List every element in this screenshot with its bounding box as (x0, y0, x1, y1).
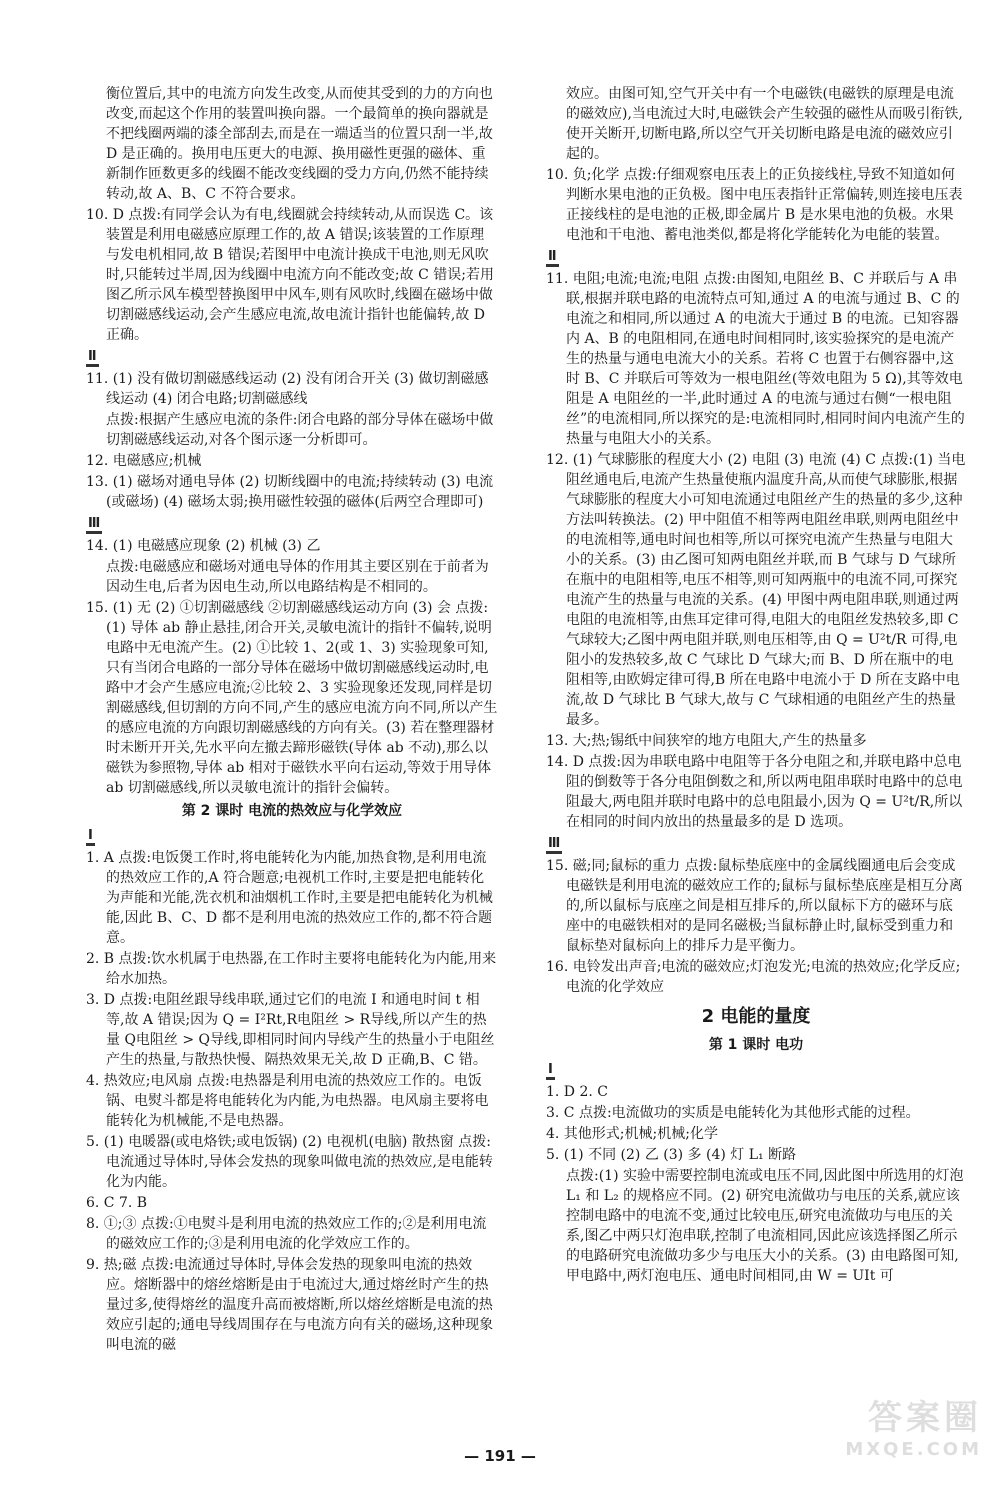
answer-item: 14. D 点拨:因为串联电路中电阻等于各分电阻之和,并联电路中总电阻的倒数等于各分电阻倒数之和,所以两电阻串联时电路中的总电阻最大,两电阻并联时电路中的总电阻最小,因为 Q = U²t/R,所以在相同的时间内放出的热量最多的是 D 选项。 (546, 754, 963, 830)
section-marker (86, 346, 498, 369)
watermark-main-text: 答案圈 (868, 1398, 982, 1438)
answer-item: 12. (1) 气球膨胀的程度大小 (2) 电阻 (3) 电流 (4) C 点拨:(1) 当电阻丝通电后,电流产生热量使瓶内温度升高,从而使气球膨胀,根据气球膨胀的程度大小可知电流通过电阻丝产生的热量的多少,这种方法叫转换法。(2) 甲中阻值不相等两电阻丝串联,则两电阻丝中的电流相等,通电时间也相等,所以可探究电流产生热量与电阻大小的关系。(3) 由乙图可知两电阻丝并联,而 B 气球与 D 气球所在瓶中的电阻相等,电压不相等,则可知两瓶中的电流不同,可探究电流产生的热量与电流的关系。(4) 甲图中两电阻串联,则通过两电阻的电流相等,由焦耳定律可得,电阻大的电阻丝发热较多,即 C 气球较大;乙图中两电阻并联,则电压相等,由 Q = U²t/R 可得,电阻小的发热较多,故 C 气球比 D 气球大;而 B、D 所在瓶中的电阻相等,由欧姆定律可得,B 所在电路中电流小于 D 所在支路中电流,故 D 气球比 B 气球大,故与 C 气球相通的电阻丝产生的热量最多。 (546, 452, 966, 728)
answer-item: 8. ①;③ 点拨:①电熨斗是利用电流的热效应工作的;②是利用电流的磁效应工作的;③是利用电流的化学效应工作的。 (86, 1216, 487, 1252)
answer-item: 10. 负;化学 点拨:仔细观察电压表上的正负接线柱,导致不知道如何判断水果电池的正负极。图中电压表指针正常偏转,则连接电压表正接线柱的是电池的正极,即金属片 B 是水果电池的负极。水果电池和干电池、蓄电池类似,都是将化学能转化为电能的装置。 (546, 167, 963, 243)
answer-hint: 点拨:根据产生感应电流的条件:闭合电路的部分导体在磁场中做切割磁感线运动,对各个图示逐一分析即可。 (106, 412, 494, 448)
level-mark-icon: Ⅰ (86, 829, 95, 846)
answer-item: 3. C 点拨:电流做功的实质是电能转化为其他形式能的过程。 (546, 1105, 920, 1121)
level-mark-icon: Ⅲ (86, 517, 102, 534)
left-column (86, 84, 498, 1356)
right-column (546, 84, 966, 1287)
chapter-title: 2 电能的量度 (701, 1006, 811, 1027)
section-title: 第 1 课时 电功 (708, 1037, 804, 1053)
answer-item: 5. (1) 电暖器(或电烙铁;或电饭锅) (2) 电视机(电脑) 散热窗 点拨:电流通过导体时,导体会发热的现象叫做电流的热效应,是电能转化为内能。 (86, 1134, 493, 1190)
section-marker (546, 246, 966, 269)
level-mark-icon: Ⅲ (546, 837, 562, 854)
answer-item: 13. 大;热;锡纸中间狭窄的地方电阻大,产生的热量多 (546, 733, 867, 749)
answer-item: 13. (1) 磁场对通电导体 (2) 切断线圈中的电流;持续转动 (3) 电流(或磁场) (4) 磁场太弱;换用磁性较强的磁体(后两空合理即可) (86, 474, 494, 510)
section-marker (86, 825, 498, 848)
answer-item: 9. 热;磁 点拨:电流通过导体时,导体会发热的现象叫电流的热效应。熔断器中的熔丝熔断是由于电流过大,通过熔丝时产生的热量过多,使得熔丝的温度升高而被熔断,所以熔丝熔断是电流的热效应引起的;通电导线周围存在与电流方向有关的磁场,这种现象叫电流的磁 (86, 1257, 494, 1353)
answer-item: 1. A 点拨:电饭煲工作时,将电能转化为内能,加热食物,是利用电流的热效应工作的,A 符合题意;电视机工作时,主要是把电能转化为声能和光能,洗衣机和油烟机工作时,主要是把电能转化为机械能,因此 B、C、D 都不是利用电流的热效应工作的,都不符合题意。 (86, 850, 493, 946)
answer-hint: 点拨:(1) 实验中需要控制电流或电压不同,因此图中所选用的灯泡 L₁ 和 L₂ 的规格应不同。(2) 研究电流做功与电压的关系,就应该控制电路中的电流不变,通过比较电压,研究电流做功与电压的关系,图乙中两只灯泡串联,控制了电流相同,因此应该选择图乙所示的电路研究电流做功多少与电压大小的关系。(3) 由电路图可知,甲电路中,两灯泡电压、通电时间相同,由 W = UIt 可 (566, 1168, 964, 1284)
answer-item: 10. D 点拨:有同学会认为有电,线圈就会持续转动,从而误选 C。该装置是利用电磁感应原理工作的,故 A 错误;该装置的工作原理与发电机相同,故 B 错误;若图甲中电流计换成干电池,则无风吹时,只能转过半周,因为线圈中电流方向不能改变;故 C 错误;若用图乙所示风车模型替换图甲中风车,则有风吹时,线圈在磁场中做切割磁感线运动,会产生感应电流,故电流计指针也能偏转,故 D 正确。 (86, 207, 494, 343)
answer-item: 6. C 7. B (86, 1195, 148, 1211)
watermark-logo (845, 1390, 982, 1460)
answer-item: 4. 其他形式;机械;机械;化学 (546, 1126, 718, 1142)
answer-continuation: 衡位置后,其中的电流方向发生改变,从而使其受到的力的方向也改变,而起这个作用的装置叫换向器。一个最简单的换向器就是不把线圈两端的漆全部刮去,而是在一端适当的位置只刮一半,故 D 是正确的。换用电压更大的电源、换用磁性更强的磁体、重新制作匝数更多的线圈不能改变线圈的受力方向,仍然不能持续转动,故 A、B、C 不符合要求。 (106, 86, 493, 202)
section-marker (546, 1059, 966, 1082)
answer-item: 1. D 2. C (546, 1084, 609, 1100)
level-mark-icon: Ⅰ (546, 1063, 555, 1080)
answer-item: 2. B 点拨:饮水机属于电热器,在工作时主要将电能转化为内能,用来给水加热。 (86, 951, 497, 987)
answer-continuation: 效应。由图可知,空气开关中有一个电磁铁(电磁铁的原理是电流的磁效应),当电流过大时,电磁铁会产生较强的磁性从而吸引衔铁,使开关断开,切断电路,所以空气开关切断电路是电流的磁效应引起的。 (566, 86, 963, 162)
page-number: — 191 — (464, 1447, 536, 1465)
answer-item: 11. (1) 没有做切割磁感线运动 (2) 没有闭合开关 (3) 做切割磁感线运动 (4) 闭合电路;切割磁感线 (86, 371, 489, 407)
answer-item: 15. 磁;同;鼠标的重力 点拨:鼠标垫底座中的金属线圈通电后会变成电磁铁是利用电流的磁效应工作的;鼠标与鼠标垫底座是相互分离的,所以鼠标与底座之间是相互排斥的,所以鼠标下方的磁环与底座中的电磁铁相对的是同名磁极;当鼠标静止时,鼠标受到重力和鼠标垫对鼠标向上的排斥力是平衡力。 (546, 858, 963, 954)
answer-item: 4. 热效应;电风扇 点拨:电热器是利用电流的热效应工作的。电饭锅、电熨斗都是将电能转化为内能,为电热器。电风扇主要将电能转化为机械能,不是电热器。 (86, 1073, 489, 1129)
answer-item: 5. (1) 不同 (2) 乙 (3) 多 (4) 灯 L₁ 断路 (546, 1147, 797, 1163)
answer-item: 11. 电阻;电流;电流;电阻 点拨:由图知,电阻丝 B、C 并联后与 A 串联,根据并联电路的电流特点可知,通过 A 的电流与通过 B、C 的电流之和相同,所以通过 A 的电流大于通过 B 的电流。已知容器内 A、B 的电阻相同,在通电时间相同时,该实验探究的是电流产生的热量与通电电流大小的关系。若将 C 也置于右侧容器中,这时 B、C 并联后可等效为一根电阻丝(等效电阻为 5 Ω),其等效电阻是 A 电阻丝的一半,此时通过 A 的电流与通过右侧“一根电阻丝”的电流相同,所以探究的是:电流相同时,相同时间内电流产生的热量与电阻大小的关系。 (546, 271, 965, 447)
answer-item: 16. 电铃发出声音;电流的磁效应;灯泡发光;电流的热效应;化学反应;电流的化学效应 (546, 959, 961, 995)
answer-hint: 点拨:电磁感应和磁场对通电导体的作用其主要区别在于前者为因动生电,后者为因电生动,所以电路结构是不相同的。 (106, 559, 489, 595)
answer-item: 15. (1) 无 (2) ①切割磁感线 ②切割磁感线运动方向 (3) 会 点拨:(1) 导体 ab 静止悬挂,闭合开关,灵敏电流计的指针不偏转,说明电路中无电流产生。(2) ①比较 1、2(或 1、3) 实验现象可知,只有当闭合电路的一部分导体在磁场中做切割磁感线运动时,电路中才会产生感应电流;②比较 2、3 实验现象还发现,同样是切割磁感线,但切割的方向不同,产生的感应电流方向不同,所以产生的感应电流的方向跟切割磁感线的方向有关。(3) 若在整理器材时未断开开关,先水平向左撤去蹄形磁铁(导体 ab 不动),那么以磁铁为参照物,导体 ab 相对于磁铁水平向右运动,等效于用导体 ab 切割磁感线,所以灵敏电流计的指针会偏转。 (86, 600, 498, 796)
answer-item: 3. D 点拨:电阻丝跟导线串联,通过它们的电流 I 和通电时间 t 相等,故 A 错误;因为 Q = I²Rt,R电阻丝 > R导线,所以产生的热量 Q电阻丝 > Q导线,即相同时间内导线产生的热量小于电阻丝产生的热量,与散热快慢、隔热效果无关,故 D 正确,B、C 错。 (86, 992, 495, 1068)
level-mark-icon: Ⅱ (86, 350, 99, 367)
answer-item: 14. (1) 电磁感应现象 (2) 机械 (3) 乙 (86, 538, 321, 554)
section-title: 第 2 课时 电流的热效应与化学效应 (181, 803, 403, 819)
section-marker (546, 833, 966, 856)
level-mark-icon: Ⅱ (546, 250, 559, 267)
watermark-url-text: MXQE.COM (845, 1439, 982, 1460)
answer-item: 12. 电磁感应;机械 (86, 453, 202, 469)
section-marker (86, 513, 498, 536)
